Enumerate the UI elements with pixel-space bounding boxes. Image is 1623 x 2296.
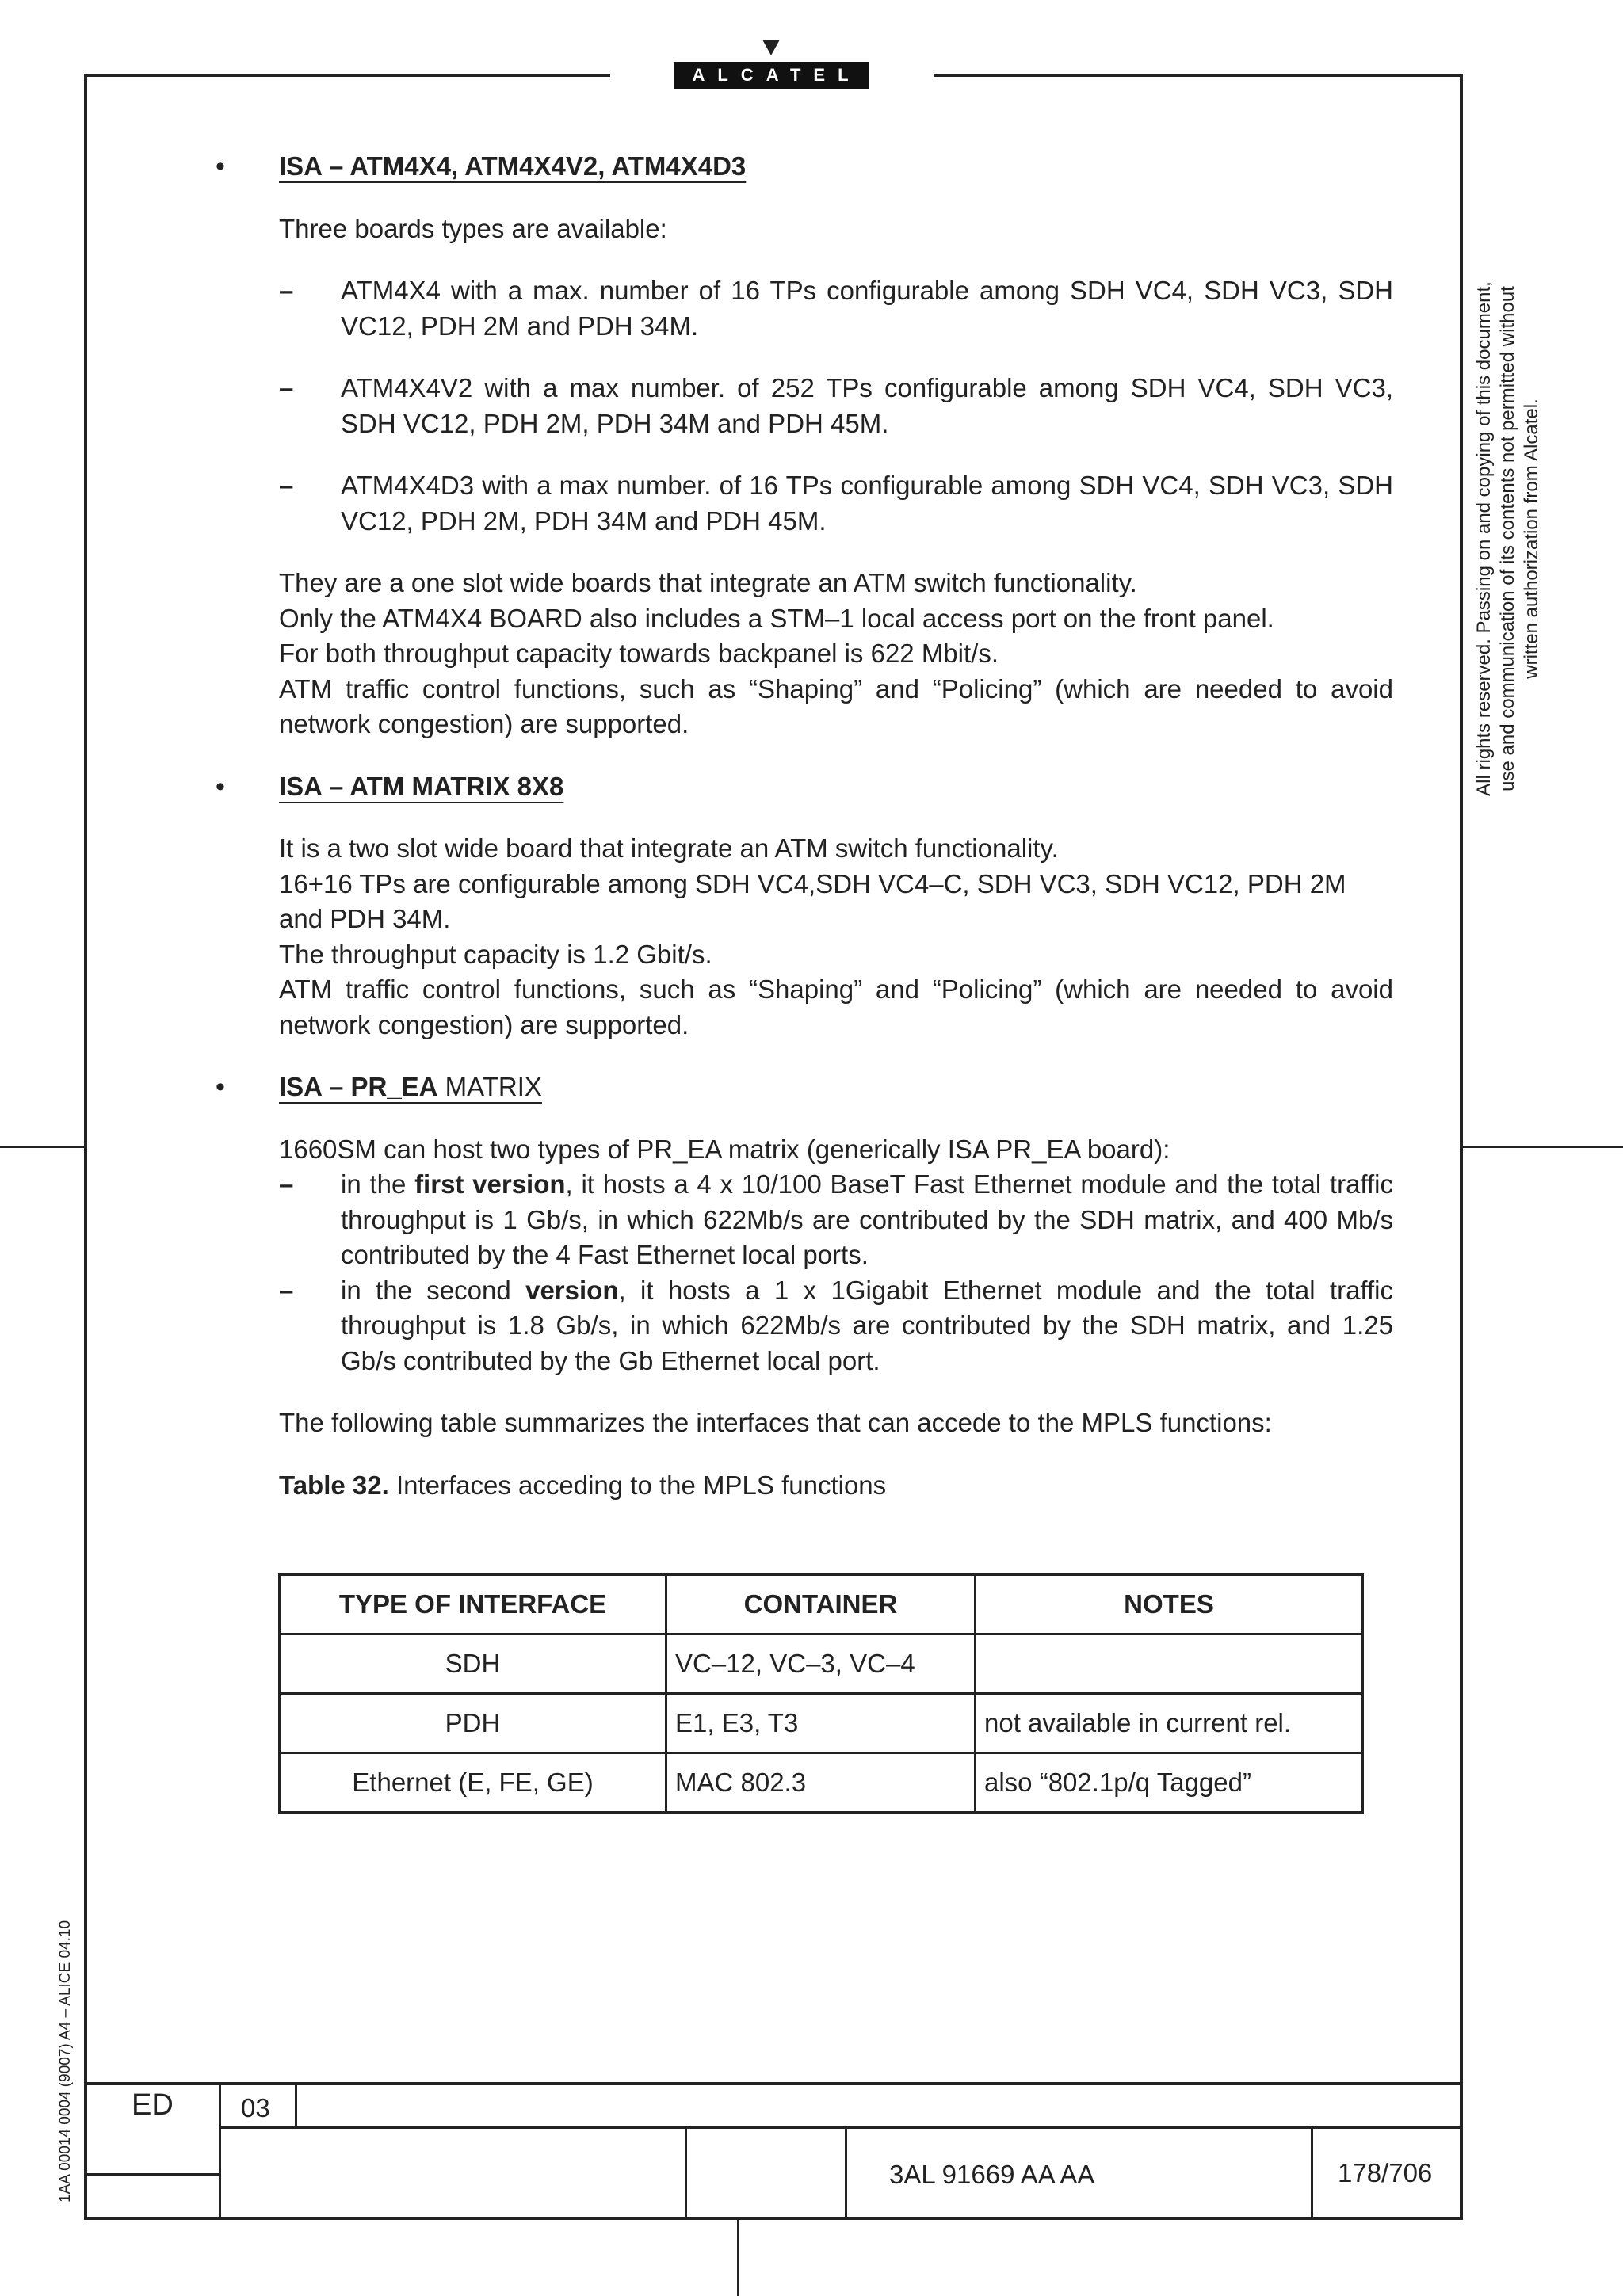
prea-intro: 1660SM can host two types of PR_EA matrix (generically ISA PR_EA board): bbox=[279, 1134, 1170, 1164]
atm-line-4: ATM traffic control functions, such as “Shaping” and “Policing” (which are needed to avoid network congestion) are supported. bbox=[279, 673, 1393, 738]
table-row bbox=[280, 1634, 1363, 1694]
atm-item-2: – ATM4X4V2 with a max number. of 252 TPs configurable among SDH VC4, SDH VC3, SDH VC12, PDH 2M, PDH 34M and PDH 45M. bbox=[279, 373, 1393, 438]
table-header-row bbox=[280, 1575, 1363, 1634]
table-row bbox=[280, 1753, 1363, 1813]
table-cell: E1, E3, T3 bbox=[666, 1694, 976, 1753]
page-number: 178/706 bbox=[1338, 2158, 1433, 2187]
matrix-line-1: It is a two slot wide board that integrate an ATM switch functionality. bbox=[279, 833, 1059, 863]
table-header: TYPE OF INTERFACE bbox=[280, 1575, 666, 1634]
prea-item-2: – in the second version, it hosts a 1 x 1Gigabit Ethernet module and the total traffic throughput is 1.8 Gb/s, in which 622Mb/s are contributed by the SDH matrix, and 1.25 Gb/s contributed by the Gb Ethernet local port. bbox=[279, 1275, 1393, 1375]
right-fold-mark bbox=[1463, 1146, 1623, 1148]
table-cell: not available in current rel. bbox=[976, 1694, 1363, 1753]
table-header: CONTAINER bbox=[666, 1575, 976, 1634]
matrix-line-4: ATM traffic control functions, such as “Shaping” and “Policing” (which are needed to avoid network congestion) are supported. bbox=[279, 974, 1393, 1039]
table-cell: SDH bbox=[280, 1634, 666, 1694]
table-header: NOTES bbox=[976, 1575, 1363, 1634]
atm-line-1: They are a one slot wide boards that integrate an ATM switch functionality. bbox=[279, 568, 1137, 597]
table-cell: also “802.1p/q Tagged” bbox=[976, 1753, 1363, 1813]
edition-label: ED bbox=[132, 2088, 174, 2122]
logo-triangle-icon bbox=[762, 40, 780, 55]
prea-item-1: – in the first version, it hosts a 4 x 10/100 BaseT Fast Ethernet module and the total traffic throughput is 1 Gb/s, in which 622Mb/s are contributed by the SDH matrix, and 400 Mb/s contributed by the 4 Fast Ethernet local ports. bbox=[279, 1169, 1393, 1269]
left-fold-mark bbox=[0, 1146, 84, 1148]
alcatel-logo bbox=[674, 40, 869, 95]
section-title-matrix: • ISA – ATM MATRIX 8X8 bbox=[216, 771, 564, 802]
page-content bbox=[212, 143, 1393, 1503]
matrix-line-2: 16+16 TPs are configurable among SDH VC4,SDH VC4–C, SDH VC3, SDH VC12, PDH 2M and PDH 34M. bbox=[279, 868, 1346, 933]
document-number: 3AL 91669 AA AA bbox=[889, 2160, 1095, 2189]
atm-line-2: Only the ATM4X4 BOARD also includes a STM–1 local access port on the front panel. bbox=[279, 603, 1274, 633]
section-title-atm: • ISA – ATM4X4, ATM4X4V2, ATM4X4D3 bbox=[216, 151, 747, 181]
matrix-line-3: The throughput capacity is 1.2 Gbit/s. bbox=[279, 939, 712, 969]
table-cell: Ethernet (E, FE, GE) bbox=[280, 1753, 666, 1813]
atm-intro: Three boards types are available: bbox=[279, 213, 667, 243]
logo-wordmark: ALCATEL bbox=[674, 62, 869, 89]
atm-line-3: For both throughput capacity towards backpanel is 622 Mbit/s. bbox=[279, 639, 999, 668]
interfaces-table bbox=[278, 1573, 1364, 1814]
footer-block bbox=[84, 2082, 1463, 2220]
atm-item-1: – ATM4X4 with a max. number of 16 TPs configurable among SDH VC4, SDH VC3, SDH VC12, PDH 2M and PDH 34M. bbox=[279, 276, 1393, 341]
table-cell bbox=[976, 1634, 1363, 1694]
table-cell: MAC 802.3 bbox=[666, 1753, 976, 1813]
summary-text: The following table summarizes the interfaces that can accede to the MPLS functions: bbox=[279, 1408, 1272, 1437]
atm-item-3: – ATM4X4D3 with a max number. of 16 TPs configurable among SDH VC4, SDH VC3, SDH VC12, PDH 2M, PDH 34M and PDH 45M. bbox=[279, 471, 1393, 536]
form-code: 1AA 00014 0004 (9007) A4 – ALICE 04.10 bbox=[57, 1920, 74, 2203]
table-caption: Table 32. Interfaces acceding to the MPLS functions bbox=[279, 1470, 887, 1500]
rights-notice: All rights reserved. Passing on and copying of this document, use and communication of its contents not permitted without written authorization from Alcatel. bbox=[1473, 281, 1542, 796]
table-row bbox=[280, 1694, 1363, 1753]
section-title-prea: • ISA – PR_EA MATRIX bbox=[216, 1072, 542, 1102]
bottom-fold-mark bbox=[737, 2218, 739, 2296]
table-cell: PDH bbox=[280, 1694, 666, 1753]
edition-value: 03 bbox=[241, 2093, 270, 2122]
table-cell: VC–12, VC–3, VC–4 bbox=[666, 1634, 976, 1694]
